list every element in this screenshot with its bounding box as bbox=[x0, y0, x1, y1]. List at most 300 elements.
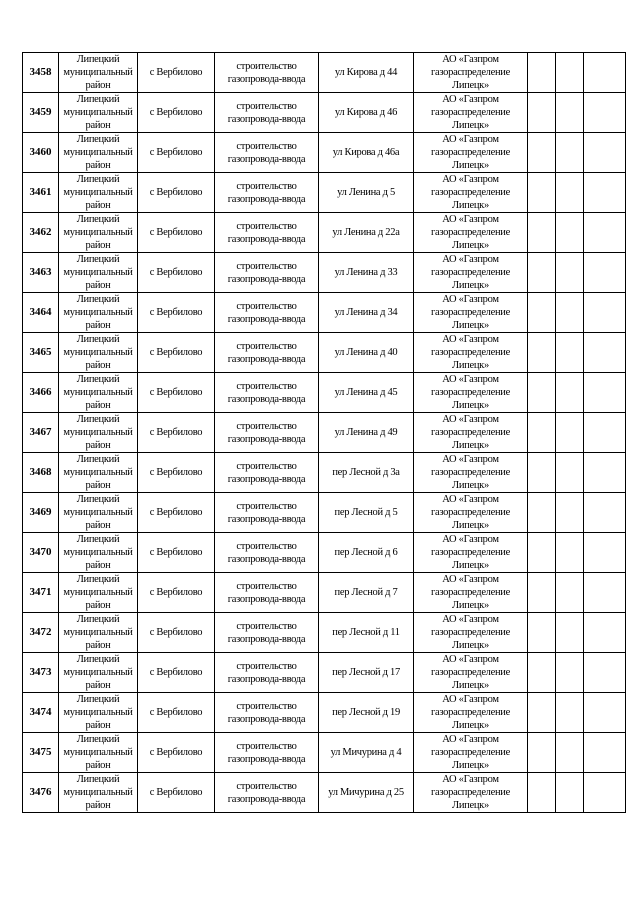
district-line: муниципальный bbox=[63, 387, 133, 398]
org-line: Липецк» bbox=[452, 360, 489, 371]
address-cell: ул Ленина д 34 bbox=[319, 293, 414, 333]
empty-cell-1 bbox=[528, 373, 556, 413]
district-line: район bbox=[85, 680, 111, 691]
row-number-cell: 3474 bbox=[23, 693, 59, 733]
address-cell: ул Кирова д 46а bbox=[319, 133, 414, 173]
org-line: Липецк» bbox=[452, 160, 489, 171]
village-cell: с Вербилово bbox=[138, 613, 215, 653]
district-line: муниципальный bbox=[63, 147, 133, 158]
org-line: газораспределение bbox=[431, 387, 510, 398]
district-line: муниципальный bbox=[63, 707, 133, 718]
org-line: газораспределение bbox=[431, 707, 510, 718]
village-cell: с Вербилово bbox=[138, 773, 215, 813]
org-line: АО «Газпром bbox=[442, 734, 499, 745]
district-line: муниципальный bbox=[63, 347, 133, 358]
empty-cell-1 bbox=[528, 93, 556, 133]
district-line: район bbox=[85, 800, 111, 811]
district-line: район bbox=[85, 560, 111, 571]
empty-cell-3 bbox=[584, 413, 626, 453]
org-line: Липецк» bbox=[452, 480, 489, 491]
work-type-cell bbox=[215, 573, 319, 613]
district-line: Липецкий bbox=[76, 734, 120, 745]
empty-cell-2 bbox=[556, 453, 584, 493]
work-line: газопровода-ввода bbox=[227, 233, 306, 245]
row-number-cell: 3462 bbox=[23, 213, 59, 253]
empty-cell-3 bbox=[584, 93, 626, 133]
village-cell: с Вербилово bbox=[138, 493, 215, 533]
row-number-cell: 3472 bbox=[23, 613, 59, 653]
work-line: газопровода-ввода bbox=[227, 753, 306, 765]
org-line: Липецк» bbox=[452, 800, 489, 811]
district-line: район bbox=[85, 280, 111, 291]
village-cell: с Вербилово bbox=[138, 533, 215, 573]
empty-cell-1 bbox=[528, 453, 556, 493]
org-line: Липецк» bbox=[452, 400, 489, 411]
district-line: муниципальный bbox=[63, 467, 133, 478]
work-line: строительство bbox=[236, 420, 297, 432]
empty-cell-3 bbox=[584, 173, 626, 213]
org-line: АО «Газпром bbox=[442, 374, 499, 385]
org-line: газораспределение bbox=[431, 427, 510, 438]
table-row bbox=[23, 133, 626, 173]
row-number-cell: 3460 bbox=[23, 133, 59, 173]
district-line: Липецкий bbox=[76, 574, 120, 585]
district-cell bbox=[59, 333, 138, 373]
empty-cell-2 bbox=[556, 573, 584, 613]
work-line: газопровода-ввода bbox=[227, 113, 306, 125]
work-line: газопровода-ввода bbox=[227, 73, 306, 85]
org-line: АО «Газпром bbox=[442, 134, 499, 145]
work-line: газопровода-ввода bbox=[227, 553, 306, 565]
empty-cell-3 bbox=[584, 773, 626, 813]
table-row bbox=[23, 253, 626, 293]
district-line: муниципальный bbox=[63, 227, 133, 238]
org-line: газораспределение bbox=[431, 787, 510, 798]
empty-cell-2 bbox=[556, 613, 584, 653]
table-row bbox=[23, 293, 626, 333]
work-type-cell bbox=[215, 373, 319, 413]
empty-cell-3 bbox=[584, 733, 626, 773]
work-type-cell bbox=[215, 493, 319, 533]
district-line: район bbox=[85, 120, 111, 131]
district-line: Липецкий bbox=[76, 294, 120, 305]
district-line: район bbox=[85, 240, 111, 251]
empty-cell-1 bbox=[528, 653, 556, 693]
work-line: газопровода-ввода bbox=[227, 193, 306, 205]
org-line: АО «Газпром bbox=[442, 174, 499, 185]
address-cell: ул Ленина д 22а bbox=[319, 213, 414, 253]
district-cell bbox=[59, 653, 138, 693]
empty-cell-1 bbox=[528, 213, 556, 253]
org-line: Липецк» bbox=[452, 280, 489, 291]
table-row bbox=[23, 213, 626, 253]
village-cell: с Вербилово bbox=[138, 173, 215, 213]
table-row bbox=[23, 93, 626, 133]
work-type-cell bbox=[215, 253, 319, 293]
village-cell: с Вербилово bbox=[138, 213, 215, 253]
address-cell: пер Лесной д 5 bbox=[319, 493, 414, 533]
organization-cell bbox=[414, 173, 528, 213]
district-line: Липецкий bbox=[76, 334, 120, 345]
table-row bbox=[23, 173, 626, 213]
org-line: газораспределение bbox=[431, 587, 510, 598]
district-line: Липецкий bbox=[76, 614, 120, 625]
address-cell: пер Лесной д 7 bbox=[319, 573, 414, 613]
empty-cell-2 bbox=[556, 173, 584, 213]
table-row bbox=[23, 693, 626, 733]
org-line: газораспределение bbox=[431, 227, 510, 238]
empty-cell-1 bbox=[528, 733, 556, 773]
district-line: район bbox=[85, 520, 111, 531]
district-cell bbox=[59, 693, 138, 733]
work-type-cell bbox=[215, 93, 319, 133]
work-line: строительство bbox=[236, 460, 297, 472]
district-line: Липецкий bbox=[76, 54, 120, 65]
address-cell: ул Мичурина д 25 bbox=[319, 773, 414, 813]
district-line: Липецкий bbox=[76, 174, 120, 185]
work-line: строительство bbox=[236, 500, 297, 512]
empty-cell-2 bbox=[556, 93, 584, 133]
empty-cell-2 bbox=[556, 773, 584, 813]
district-cell bbox=[59, 253, 138, 293]
work-line: газопровода-ввода bbox=[227, 393, 306, 405]
organization-cell bbox=[414, 493, 528, 533]
district-line: муниципальный bbox=[63, 547, 133, 558]
org-line: Липецк» bbox=[452, 520, 489, 531]
empty-cell-3 bbox=[584, 213, 626, 253]
empty-cell-1 bbox=[528, 133, 556, 173]
district-line: муниципальный bbox=[63, 307, 133, 318]
empty-cell-3 bbox=[584, 533, 626, 573]
address-cell: ул Ленина д 5 bbox=[319, 173, 414, 213]
village-cell: с Вербилово bbox=[138, 93, 215, 133]
org-line: газораспределение bbox=[431, 267, 510, 278]
district-line: муниципальный bbox=[63, 787, 133, 798]
address-cell: пер Лесной д 11 bbox=[319, 613, 414, 653]
org-line: Липецк» bbox=[452, 440, 489, 451]
district-line: район bbox=[85, 360, 111, 371]
organization-cell bbox=[414, 53, 528, 93]
work-type-cell bbox=[215, 213, 319, 253]
work-line: строительство bbox=[236, 220, 297, 232]
district-cell bbox=[59, 53, 138, 93]
org-line: Липецк» bbox=[452, 560, 489, 571]
district-line: муниципальный bbox=[63, 587, 133, 598]
org-line: АО «Газпром bbox=[442, 334, 499, 345]
address-cell: пер Лесной д 17 bbox=[319, 653, 414, 693]
organization-cell bbox=[414, 653, 528, 693]
address-cell: ул Ленина д 49 bbox=[319, 413, 414, 453]
empty-cell-3 bbox=[584, 613, 626, 653]
organization-cell bbox=[414, 573, 528, 613]
empty-cell-1 bbox=[528, 693, 556, 733]
work-line: газопровода-ввода bbox=[227, 593, 306, 605]
district-line: Липецкий bbox=[76, 494, 120, 505]
work-type-cell bbox=[215, 693, 319, 733]
work-line: газопровода-ввода bbox=[227, 793, 306, 805]
work-line: строительство bbox=[236, 340, 297, 352]
empty-cell-2 bbox=[556, 653, 584, 693]
district-cell bbox=[59, 293, 138, 333]
district-line: муниципальный bbox=[63, 667, 133, 678]
empty-cell-1 bbox=[528, 493, 556, 533]
empty-cell-1 bbox=[528, 533, 556, 573]
address-cell: ул Мичурина д 4 bbox=[319, 733, 414, 773]
row-number-cell: 3466 bbox=[23, 373, 59, 413]
org-line: Липецк» bbox=[452, 120, 489, 131]
work-line: строительство bbox=[236, 60, 297, 72]
org-line: газораспределение bbox=[431, 347, 510, 358]
empty-cell-2 bbox=[556, 333, 584, 373]
organization-cell bbox=[414, 693, 528, 733]
work-line: газопровода-ввода bbox=[227, 313, 306, 325]
org-line: газораспределение bbox=[431, 667, 510, 678]
work-line: строительство bbox=[236, 700, 297, 712]
empty-cell-2 bbox=[556, 253, 584, 293]
village-cell: с Вербилово bbox=[138, 413, 215, 453]
village-cell: с Вербилово bbox=[138, 573, 215, 613]
work-line: газопровода-ввода bbox=[227, 673, 306, 685]
table-row bbox=[23, 653, 626, 693]
empty-cell-1 bbox=[528, 773, 556, 813]
organization-cell bbox=[414, 253, 528, 293]
address-cell: ул Ленина д 45 bbox=[319, 373, 414, 413]
organization-cell bbox=[414, 733, 528, 773]
organization-cell bbox=[414, 293, 528, 333]
permits-table bbox=[22, 52, 626, 813]
empty-cell-3 bbox=[584, 53, 626, 93]
district-line: муниципальный bbox=[63, 107, 133, 118]
work-line: строительство bbox=[236, 180, 297, 192]
village-cell: с Вербилово bbox=[138, 253, 215, 293]
district-line: район bbox=[85, 760, 111, 771]
empty-cell-1 bbox=[528, 173, 556, 213]
district-line: Липецкий bbox=[76, 694, 120, 705]
district-cell bbox=[59, 93, 138, 133]
empty-cell-1 bbox=[528, 253, 556, 293]
table-row bbox=[23, 573, 626, 613]
work-line: строительство bbox=[236, 660, 297, 672]
district-line: район bbox=[85, 80, 111, 91]
work-type-cell bbox=[215, 453, 319, 493]
district-line: район bbox=[85, 720, 111, 731]
row-number-cell: 3467 bbox=[23, 413, 59, 453]
org-line: АО «Газпром bbox=[442, 294, 499, 305]
district-line: Липецкий bbox=[76, 94, 120, 105]
org-line: АО «Газпром bbox=[442, 454, 499, 465]
empty-cell-2 bbox=[556, 53, 584, 93]
district-line: район bbox=[85, 400, 111, 411]
village-cell: с Вербилово bbox=[138, 653, 215, 693]
village-cell: с Вербилово bbox=[138, 133, 215, 173]
empty-cell-3 bbox=[584, 493, 626, 533]
organization-cell bbox=[414, 413, 528, 453]
village-cell: с Вербилово bbox=[138, 53, 215, 93]
work-line: строительство bbox=[236, 380, 297, 392]
org-line: Липецк» bbox=[452, 680, 489, 691]
organization-cell bbox=[414, 533, 528, 573]
org-line: Липецк» bbox=[452, 640, 489, 651]
work-line: газопровода-ввода bbox=[227, 433, 306, 445]
district-cell bbox=[59, 733, 138, 773]
organization-cell bbox=[414, 373, 528, 413]
village-cell: с Вербилово bbox=[138, 733, 215, 773]
row-number-cell: 3458 bbox=[23, 53, 59, 93]
org-line: газораспределение bbox=[431, 187, 510, 198]
district-line: муниципальный bbox=[63, 507, 133, 518]
organization-cell bbox=[414, 773, 528, 813]
table-row bbox=[23, 773, 626, 813]
address-cell: пер Лесной д 19 bbox=[319, 693, 414, 733]
work-type-cell bbox=[215, 53, 319, 93]
org-line: АО «Газпром bbox=[442, 574, 499, 585]
row-number-cell: 3473 bbox=[23, 653, 59, 693]
table-row bbox=[23, 493, 626, 533]
table-row bbox=[23, 53, 626, 93]
table-row bbox=[23, 453, 626, 493]
work-type-cell bbox=[215, 613, 319, 653]
organization-cell bbox=[414, 213, 528, 253]
empty-cell-3 bbox=[584, 373, 626, 413]
org-line: Липецк» bbox=[452, 760, 489, 771]
organization-cell bbox=[414, 333, 528, 373]
work-line: строительство bbox=[236, 540, 297, 552]
address-cell: пер Лесной д 6 bbox=[319, 533, 414, 573]
org-line: Липецк» bbox=[452, 200, 489, 211]
work-line: газопровода-ввода bbox=[227, 513, 306, 525]
empty-cell-2 bbox=[556, 733, 584, 773]
org-line: АО «Газпром bbox=[442, 494, 499, 505]
district-line: Липецкий bbox=[76, 374, 120, 385]
table-row bbox=[23, 613, 626, 653]
org-line: газораспределение bbox=[431, 107, 510, 118]
empty-cell-3 bbox=[584, 653, 626, 693]
district-cell bbox=[59, 773, 138, 813]
work-type-cell bbox=[215, 413, 319, 453]
org-line: газораспределение bbox=[431, 467, 510, 478]
org-line: газораспределение bbox=[431, 747, 510, 758]
empty-cell-1 bbox=[528, 333, 556, 373]
empty-cell-1 bbox=[528, 413, 556, 453]
address-cell: ул Ленина д 33 bbox=[319, 253, 414, 293]
row-number-cell: 3465 bbox=[23, 333, 59, 373]
district-line: муниципальный bbox=[63, 747, 133, 758]
district-line: Липецкий bbox=[76, 654, 120, 665]
empty-cell-2 bbox=[556, 213, 584, 253]
organization-cell bbox=[414, 613, 528, 653]
empty-cell-3 bbox=[584, 253, 626, 293]
row-number-cell: 3463 bbox=[23, 253, 59, 293]
org-line: газораспределение bbox=[431, 507, 510, 518]
village-cell: с Вербилово bbox=[138, 293, 215, 333]
village-cell: с Вербилово bbox=[138, 333, 215, 373]
district-line: район bbox=[85, 160, 111, 171]
row-number-cell: 3461 bbox=[23, 173, 59, 213]
row-number-cell: 3464 bbox=[23, 293, 59, 333]
empty-cell-2 bbox=[556, 533, 584, 573]
district-line: Липецкий bbox=[76, 534, 120, 545]
district-line: муниципальный bbox=[63, 187, 133, 198]
district-cell bbox=[59, 133, 138, 173]
row-number-cell: 3470 bbox=[23, 533, 59, 573]
work-type-cell bbox=[215, 733, 319, 773]
org-line: Липецк» bbox=[452, 240, 489, 251]
table-row bbox=[23, 333, 626, 373]
district-line: район bbox=[85, 320, 111, 331]
work-line: газопровода-ввода bbox=[227, 273, 306, 285]
empty-cell-3 bbox=[584, 293, 626, 333]
work-line: газопровода-ввода bbox=[227, 473, 306, 485]
empty-cell-3 bbox=[584, 133, 626, 173]
empty-cell-2 bbox=[556, 293, 584, 333]
district-line: Липецкий bbox=[76, 214, 120, 225]
district-cell bbox=[59, 613, 138, 653]
work-line: строительство bbox=[236, 140, 297, 152]
address-cell: ул Ленина д 40 bbox=[319, 333, 414, 373]
table-row bbox=[23, 533, 626, 573]
district-line: муниципальный bbox=[63, 267, 133, 278]
table-row bbox=[23, 733, 626, 773]
district-line: Липецкий bbox=[76, 134, 120, 145]
work-line: строительство bbox=[236, 580, 297, 592]
address-cell: ул Кирова д 44 bbox=[319, 53, 414, 93]
work-line: газопровода-ввода bbox=[227, 713, 306, 725]
empty-cell-2 bbox=[556, 493, 584, 533]
work-type-cell bbox=[215, 173, 319, 213]
empty-cell-1 bbox=[528, 573, 556, 613]
address-cell: ул Кирова д 46 bbox=[319, 93, 414, 133]
empty-cell-3 bbox=[584, 453, 626, 493]
village-cell: с Вербилово bbox=[138, 373, 215, 413]
empty-cell-2 bbox=[556, 133, 584, 173]
org-line: Липецк» bbox=[452, 80, 489, 91]
district-line: Липецкий bbox=[76, 774, 120, 785]
work-type-cell bbox=[215, 653, 319, 693]
district-line: район bbox=[85, 440, 111, 451]
empty-cell-2 bbox=[556, 373, 584, 413]
org-line: АО «Газпром bbox=[442, 414, 499, 425]
district-line: район bbox=[85, 200, 111, 211]
table-row bbox=[23, 413, 626, 453]
row-number-cell: 3468 bbox=[23, 453, 59, 493]
empty-cell-3 bbox=[584, 693, 626, 733]
district-cell bbox=[59, 453, 138, 493]
org-line: АО «Газпром bbox=[442, 214, 499, 225]
organization-cell bbox=[414, 133, 528, 173]
district-line: Липецкий bbox=[76, 414, 120, 425]
work-line: строительство bbox=[236, 740, 297, 752]
village-cell: с Вербилово bbox=[138, 693, 215, 733]
district-cell bbox=[59, 413, 138, 453]
org-line: газораспределение bbox=[431, 307, 510, 318]
empty-cell-2 bbox=[556, 413, 584, 453]
empty-cell-3 bbox=[584, 333, 626, 373]
row-number-cell: 3475 bbox=[23, 733, 59, 773]
work-line: строительство bbox=[236, 260, 297, 272]
org-line: АО «Газпром bbox=[442, 54, 499, 65]
district-line: муниципальный bbox=[63, 67, 133, 78]
empty-cell-1 bbox=[528, 53, 556, 93]
org-line: АО «Газпром bbox=[442, 654, 499, 665]
org-line: АО «Газпром bbox=[442, 614, 499, 625]
document-page bbox=[22, 52, 625, 813]
district-cell bbox=[59, 533, 138, 573]
district-line: муниципальный bbox=[63, 627, 133, 638]
org-line: АО «Газпром bbox=[442, 254, 499, 265]
table-body bbox=[23, 53, 626, 813]
work-line: газопровода-ввода bbox=[227, 153, 306, 165]
org-line: Липецк» bbox=[452, 600, 489, 611]
